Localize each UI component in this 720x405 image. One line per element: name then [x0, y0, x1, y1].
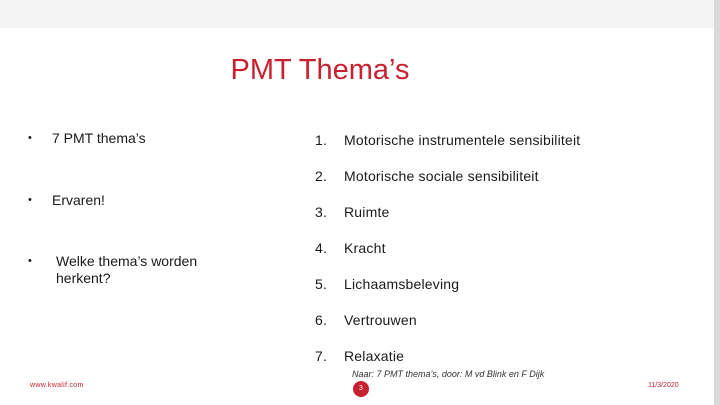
bullet-marker: • [28, 255, 32, 267]
theme-number: 7. [315, 348, 328, 364]
page-number-badge: 3 [353, 381, 369, 397]
theme-item [315, 167, 695, 187]
theme-text: Vertrouwen [344, 312, 417, 328]
bullet-text: Ervaren! [52, 192, 105, 208]
footer-date: 11/3/2020 [648, 382, 679, 389]
footer-website: www.kwalif.com [30, 382, 84, 389]
theme-number: 3. [315, 204, 328, 220]
theme-text: Kracht [344, 240, 386, 256]
theme-item [315, 239, 695, 259]
right-edge-bar [714, 0, 720, 405]
theme-text: Relaxatie [344, 348, 405, 364]
bullet-marker: • [28, 194, 32, 206]
theme-number: 6. [315, 312, 328, 328]
theme-text: Ruimte [344, 204, 390, 220]
bullet-text: 7 PMT thema’s [52, 130, 146, 146]
theme-text: Motorische instrumentele sensibiliteit [344, 132, 581, 148]
theme-item [315, 275, 695, 295]
slide-title: PMT Thema’s [230, 54, 410, 86]
top-band [0, 0, 720, 28]
theme-item [315, 311, 695, 331]
theme-text: Lichaamsbeleving [344, 276, 460, 292]
theme-number: 2. [315, 168, 328, 184]
theme-number: 5. [315, 276, 328, 292]
source-credit: Naar: 7 PMT thema’s, door: M vd Blink en F Dijk [352, 369, 545, 379]
theme-item [315, 131, 695, 151]
bullet-text: Welke thema’s worden herkent? [56, 253, 198, 286]
theme-text: Motorische sociale sensibiliteit [344, 168, 539, 184]
bullet-marker: • [28, 132, 32, 144]
theme-number: 1. [315, 132, 328, 148]
theme-item [315, 347, 695, 367]
theme-number: 4. [315, 240, 328, 256]
theme-item [315, 203, 695, 223]
